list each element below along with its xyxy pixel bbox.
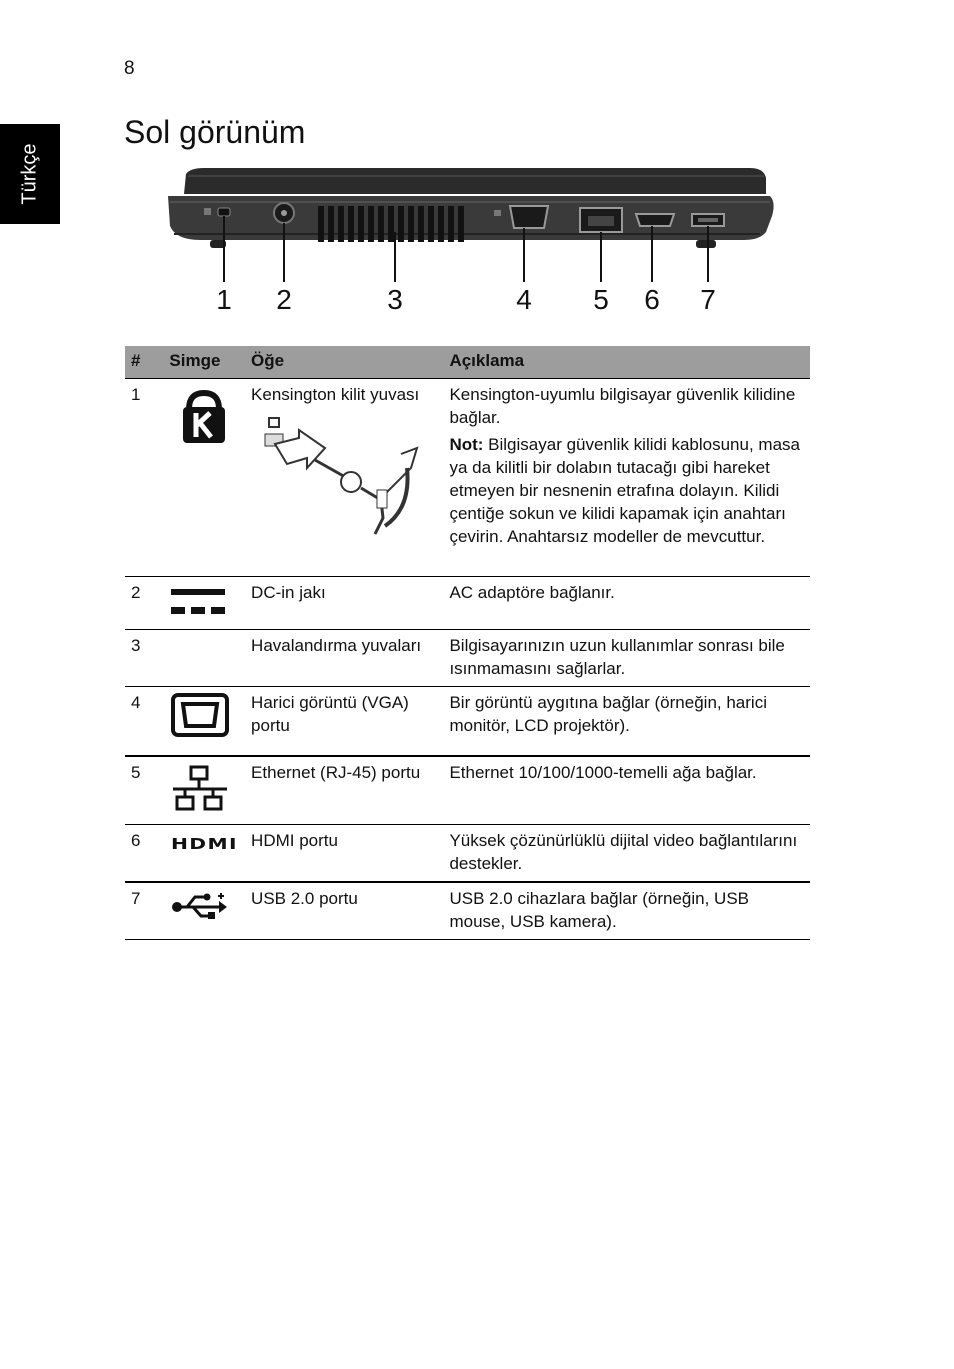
table-row	[125, 379, 810, 577]
row-icon-cell	[163, 756, 245, 825]
row-icon-cell	[163, 882, 245, 940]
callout-4: 4	[516, 284, 532, 315]
row-description: AC adaptöre bağlanır.	[443, 577, 810, 630]
row-icon-cell	[163, 687, 245, 756]
callout-3: 3	[387, 284, 403, 315]
row-description: USB 2.0 cihazlara bağlar (örneğin, USB mouse, USB kamera).	[443, 882, 810, 940]
table-row	[125, 687, 810, 756]
ethernet-icon	[171, 765, 229, 813]
row-item-cell	[245, 379, 443, 577]
row-item: Havalandırma yuvaları	[245, 630, 443, 687]
row-item: DC-in jakı	[245, 577, 443, 630]
row-description: Ethernet 10/100/1000-temelli ağa bağlar.	[443, 756, 810, 825]
row-item: Ethernet (RJ-45) portu	[245, 756, 443, 825]
language-side-tab	[0, 124, 60, 224]
row-icon-cell	[163, 630, 245, 687]
header-description: Açıklama	[443, 346, 810, 379]
row-number: 3	[125, 630, 163, 687]
table-header-row	[125, 346, 810, 379]
callout-1: 1	[216, 284, 232, 315]
callout-5: 5	[593, 284, 609, 315]
note-label: Not:	[449, 435, 484, 454]
row-number: 7	[125, 882, 163, 940]
callout-7: 7	[700, 284, 716, 315]
table-row	[125, 630, 810, 687]
row-note	[449, 433, 804, 548]
hdmi-icon: HDMI	[171, 835, 239, 853]
row-item: USB 2.0 portu	[245, 882, 443, 940]
row-item: Harici görüntü (VGA) portu	[245, 687, 443, 756]
header-icon: Simge	[163, 346, 245, 379]
row-item: Kensington kilit yuvası	[251, 385, 420, 404]
row-description: Bir görüntü aygıtına bağlar (örneğin, harici monitör, LCD projektör).	[443, 687, 810, 756]
row-icon-cell	[163, 379, 245, 577]
port-spec-table	[125, 346, 810, 940]
table-row	[125, 825, 810, 883]
row-item: HDMI portu	[245, 825, 443, 883]
lock-cable-illustration	[251, 408, 421, 538]
page-number: 8	[124, 58, 135, 79]
table-row	[125, 882, 810, 940]
row-number: 4	[125, 687, 163, 756]
table-row	[125, 577, 810, 630]
row-description: Bilgisayarınızın uzun kullanımlar sonrası bile ısınmamasını sağlarlar.	[443, 630, 810, 687]
note-text: Bilgisayar güvenlik kilidi kablosunu, masa ya da kilitli bir dolabın tutacağı gibi hareket etmeyen bir nesnenin etrafına dolayın. Kilidi çentiğe sokun ve kilidi kapamak için anahtarı çevirin. Anahtarsız modeller de mevcuttur.	[449, 435, 800, 546]
callout-6: 6	[644, 284, 660, 315]
vga-icon	[171, 693, 229, 737]
kensington-lock-icon	[179, 389, 229, 445]
page-title: Sol görünüm	[124, 114, 306, 150]
laptop-left-side-illustration	[160, 166, 780, 326]
row-icon-cell	[163, 577, 245, 630]
language-label: Türkçe	[18, 143, 41, 205]
usb-icon	[171, 891, 227, 921]
row-description: Kensington-uyumlu bilgisayar güvenlik kilidine bağlar.	[449, 385, 796, 427]
header-number: #	[125, 346, 163, 379]
row-number: 2	[125, 577, 163, 630]
row-number: 5	[125, 756, 163, 825]
row-number: 1	[125, 379, 163, 577]
row-description: Yüksek çözünürlüklü dijital video bağlantılarını destekler.	[443, 825, 810, 883]
row-icon-cell	[163, 825, 245, 883]
row-description-cell	[443, 379, 810, 577]
header-item: Öğe	[245, 346, 443, 379]
table-row	[125, 756, 810, 825]
dc-in-icon	[171, 587, 227, 617]
callout-2: 2	[276, 284, 292, 315]
row-number: 6	[125, 825, 163, 883]
